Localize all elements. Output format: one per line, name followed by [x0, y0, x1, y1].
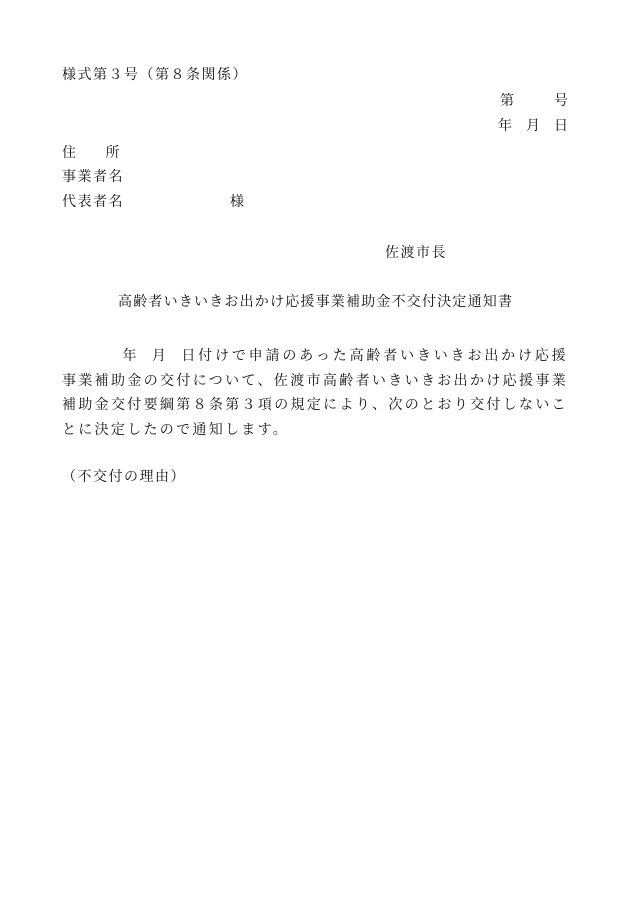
document-title: 高齢者いきいきお出かけ応援事業補助金不交付決定通知書 [118, 294, 514, 310]
issue-number-dai: 第 [500, 93, 514, 109]
body-year: 年 [122, 348, 140, 364]
body-month: 月 [151, 348, 169, 364]
sender: 佐渡市長 [385, 245, 447, 261]
recipient-address-label [62, 144, 121, 162]
form-number: 様式第３号（第８条関係） [62, 67, 248, 83]
issue-date-year: 年 [498, 118, 512, 134]
address-label-part2: 所 [105, 145, 121, 161]
address-label-part1: 住 [62, 145, 78, 161]
issue-date-month: 月 [526, 118, 540, 134]
issue-number [500, 92, 568, 110]
honorific: 様 [230, 194, 246, 210]
body-paragraph [62, 344, 568, 442]
recipient-name-label: 事業者名 [62, 169, 124, 185]
representative-label: 代表者名 [62, 194, 124, 210]
issue-number-go: 号 [554, 93, 568, 109]
body-text: 日付けで申請のあった高齢者いきいきお出かけ応援事業補助金の交付について、佐渡市高齢者いきいきお出かけ応援事業補助金交付要綱第８条第３項の規定により、次のとおり交付しないことに決定したので通知します。 [62, 348, 568, 438]
issue-date-day: 日 [554, 118, 568, 134]
recipient-representative [62, 193, 246, 211]
issue-date [498, 117, 568, 135]
reason-heading: （不交付の理由） [62, 469, 186, 485]
